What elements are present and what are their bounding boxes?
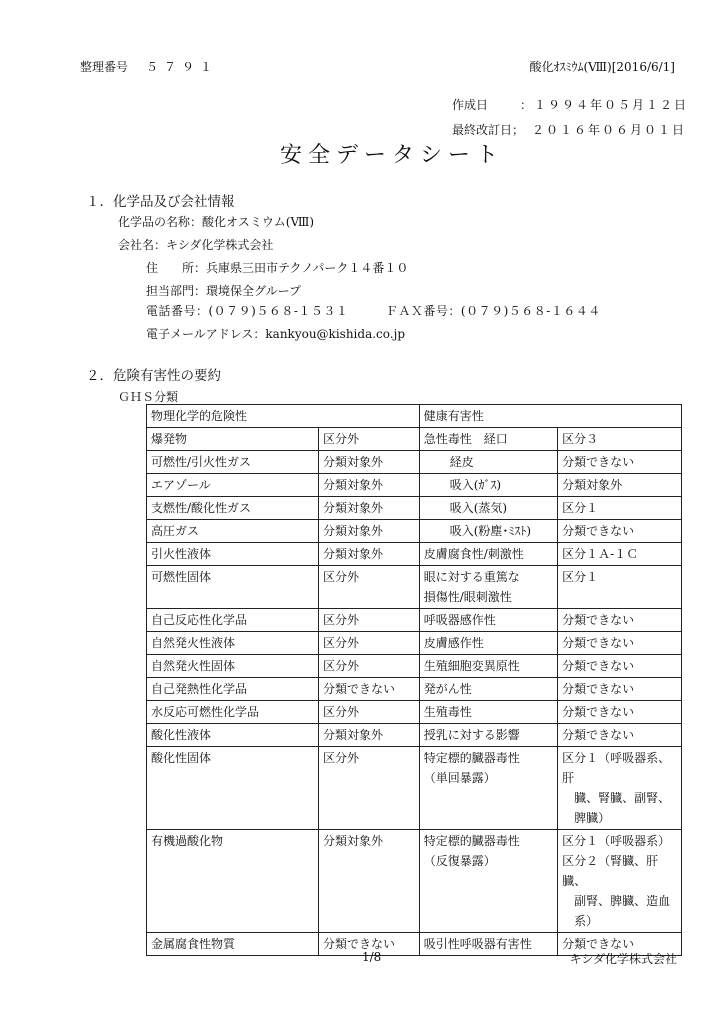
physical-hazard: 自己発熱性化学品 [147, 678, 319, 701]
health-class: 分類できない [558, 609, 682, 632]
table-row [147, 609, 682, 632]
health-hazard [419, 566, 557, 609]
table-row [147, 724, 682, 747]
table-row [147, 678, 682, 701]
ghs-label: ＧＨＳ分類 [118, 390, 179, 404]
revised-value: ２０１６年０６月０１日 [532, 123, 687, 137]
health-hazard-line: 特定標的臓器毒性 [423, 834, 520, 848]
created-label: 作成日 [452, 98, 489, 112]
health-class: 分類できない [558, 451, 682, 474]
section2-heading: ２．危険有害性の要約 [86, 368, 221, 384]
health-hazard-line: （反復暴露） [423, 854, 496, 868]
health-class-line: 区分１（呼吸器系） [562, 834, 671, 848]
physical-class: 区分外 [319, 632, 420, 655]
revised-label: 最終改訂日； [452, 123, 525, 137]
address: 住 所：兵庫県三田市テクノパーク１４番１０ [146, 261, 409, 275]
footer-company: キシダ化学株式会社 [569, 952, 677, 966]
health-hazard: 生殖毒性 [419, 701, 557, 724]
physical-class: 区分外 [319, 655, 420, 678]
physical-hazard: 金属腐食性物質 [147, 933, 319, 956]
health-hazard: 授乳に対する影響 [419, 724, 557, 747]
section1-heading: １．化学品及び会社情報 [86, 194, 235, 210]
health-class: 区分１ [558, 497, 682, 520]
health-class: 分類できない [558, 933, 682, 956]
health-hazard: 吸入(ｶﾞｽ) [419, 474, 557, 497]
table-row [147, 566, 682, 609]
physical-hazard: 有機過酸化物 [147, 830, 319, 933]
physical-class: 分類対象外 [319, 520, 420, 543]
health-hazard: 急性毒性 経口 [419, 428, 557, 451]
health-hazard: 経皮 [419, 451, 557, 474]
health-class: 分類対象外 [558, 474, 682, 497]
health-hazard-line: 損傷性/眼刺激性 [423, 590, 512, 604]
physical-hazard: 酸化性固体 [147, 747, 319, 830]
health-hazard: 吸入(蒸気) [419, 497, 557, 520]
health-class: 分類できない [558, 632, 682, 655]
physical-hazard: 自己反応性化学品 [147, 609, 319, 632]
physical-class: 区分外 [319, 701, 420, 724]
table-row [147, 520, 682, 543]
physical-class: 区分外 [319, 428, 420, 451]
table-row [147, 428, 682, 451]
health-class: 分類できない [558, 520, 682, 543]
table-row [147, 543, 682, 566]
email-address: 電子メールアドレス：kankyou@kishida.co.jp [146, 327, 405, 341]
page-number: 1/8 [362, 950, 382, 964]
company-name: 会社名：キシダ化学株式会社 [118, 238, 274, 252]
ghs-classification-table [146, 404, 682, 956]
physical-hazard: 爆発物 [147, 428, 319, 451]
table-row [147, 474, 682, 497]
physical-hazard: エアゾール [147, 474, 319, 497]
physical-hazards-header: 物理化学的危険性 [147, 405, 420, 428]
ref-label: 整理番号 [80, 60, 129, 74]
health-hazard-line: 眼に対する重篤な [423, 570, 520, 584]
health-hazard [419, 830, 557, 933]
physical-class: 分類対象外 [319, 497, 420, 520]
physical-class: 分類対象外 [319, 830, 420, 933]
created-value: ：１９９４年０５月１２日 [520, 98, 689, 112]
physical-class: 分類対象外 [319, 451, 420, 474]
table-row [147, 701, 682, 724]
ref-number: ５７９１ [146, 60, 219, 74]
physical-hazard: 酸化性液体 [147, 724, 319, 747]
health-hazard-line: 特定標的臓器毒性 [423, 751, 520, 765]
health-class-line: 区分１（呼吸器系、肝 [562, 751, 671, 785]
health-class: 分類できない [558, 678, 682, 701]
health-class: 分類できない [558, 724, 682, 747]
physical-class: 区分外 [319, 609, 420, 632]
physical-hazard: 水反応可燃性化学品 [147, 701, 319, 724]
health-hazard: 吸入(粉塵･ﾐｽﾄ) [419, 520, 557, 543]
physical-hazard: 高圧ガス [147, 520, 319, 543]
table-row [147, 632, 682, 655]
physical-hazard: 支燃性/酸化性ガス [147, 497, 319, 520]
health-class-line: 副腎、脾臓、造血系） [574, 894, 671, 928]
physical-hazard: 引火性液体 [147, 543, 319, 566]
table-row [147, 655, 682, 678]
physical-class: 分類できない [319, 678, 420, 701]
health-class [558, 747, 682, 830]
health-hazard-line: （単回暴露） [423, 771, 496, 785]
health-hazard: 皮膚感作性 [419, 632, 557, 655]
table-row [147, 451, 682, 474]
health-hazard: 皮膚腐食性/刺激性 [419, 543, 557, 566]
table-header-row [147, 405, 682, 428]
physical-class: 分類できない [319, 933, 420, 956]
physical-hazard: 可燃性/引火性ガス [147, 451, 319, 474]
physical-hazard: 自然発火性固体 [147, 655, 319, 678]
health-hazard [419, 747, 557, 830]
physical-hazard: 可燃性固体 [147, 566, 319, 609]
physical-hazard: 自然発火性液体 [147, 632, 319, 655]
health-class-line: 臓、腎臓、副腎、脾臓） [574, 791, 671, 825]
health-hazard: 呼吸器感作性 [419, 609, 557, 632]
health-class [558, 830, 682, 933]
table-row [147, 497, 682, 520]
doc-code: 酸化ｵｽﾐｳﾑ(Ⅷ)[2016/6/1] [529, 60, 675, 74]
page-title: 安全データシート [280, 143, 505, 168]
table-row [147, 830, 682, 933]
health-class: 分類できない [558, 701, 682, 724]
health-class-line: 区分２（腎臓、肝臓、 [562, 854, 659, 888]
health-class: 区分１ [558, 566, 682, 609]
table-row [147, 747, 682, 830]
physical-class: 区分外 [319, 566, 420, 609]
health-hazard: 生殖細胞変異原性 [419, 655, 557, 678]
health-class: 分類できない [558, 655, 682, 678]
health-class: 区分３ [558, 428, 682, 451]
physical-class: 分類対象外 [319, 724, 420, 747]
product-name: 化学品の名称：酸化オスミウム(Ⅷ) [118, 215, 315, 229]
health-hazards-header: 健康有害性 [419, 405, 681, 428]
health-hazard: 発がん性 [419, 678, 557, 701]
department: 担当部門：環境保全グループ [146, 284, 302, 298]
phone-fax: 電話番号：(０７９)５６８-１５３１ ＦＡＸ番号：(０７９)５６８-１６４４ [146, 304, 601, 318]
physical-class: 分類対象外 [319, 474, 420, 497]
physical-class: 分類対象外 [319, 543, 420, 566]
physical-class: 区分外 [319, 747, 420, 830]
health-hazard: 吸引性呼吸器有害性 [419, 933, 557, 956]
health-class: 区分１Ａ-１Ｃ [558, 543, 682, 566]
